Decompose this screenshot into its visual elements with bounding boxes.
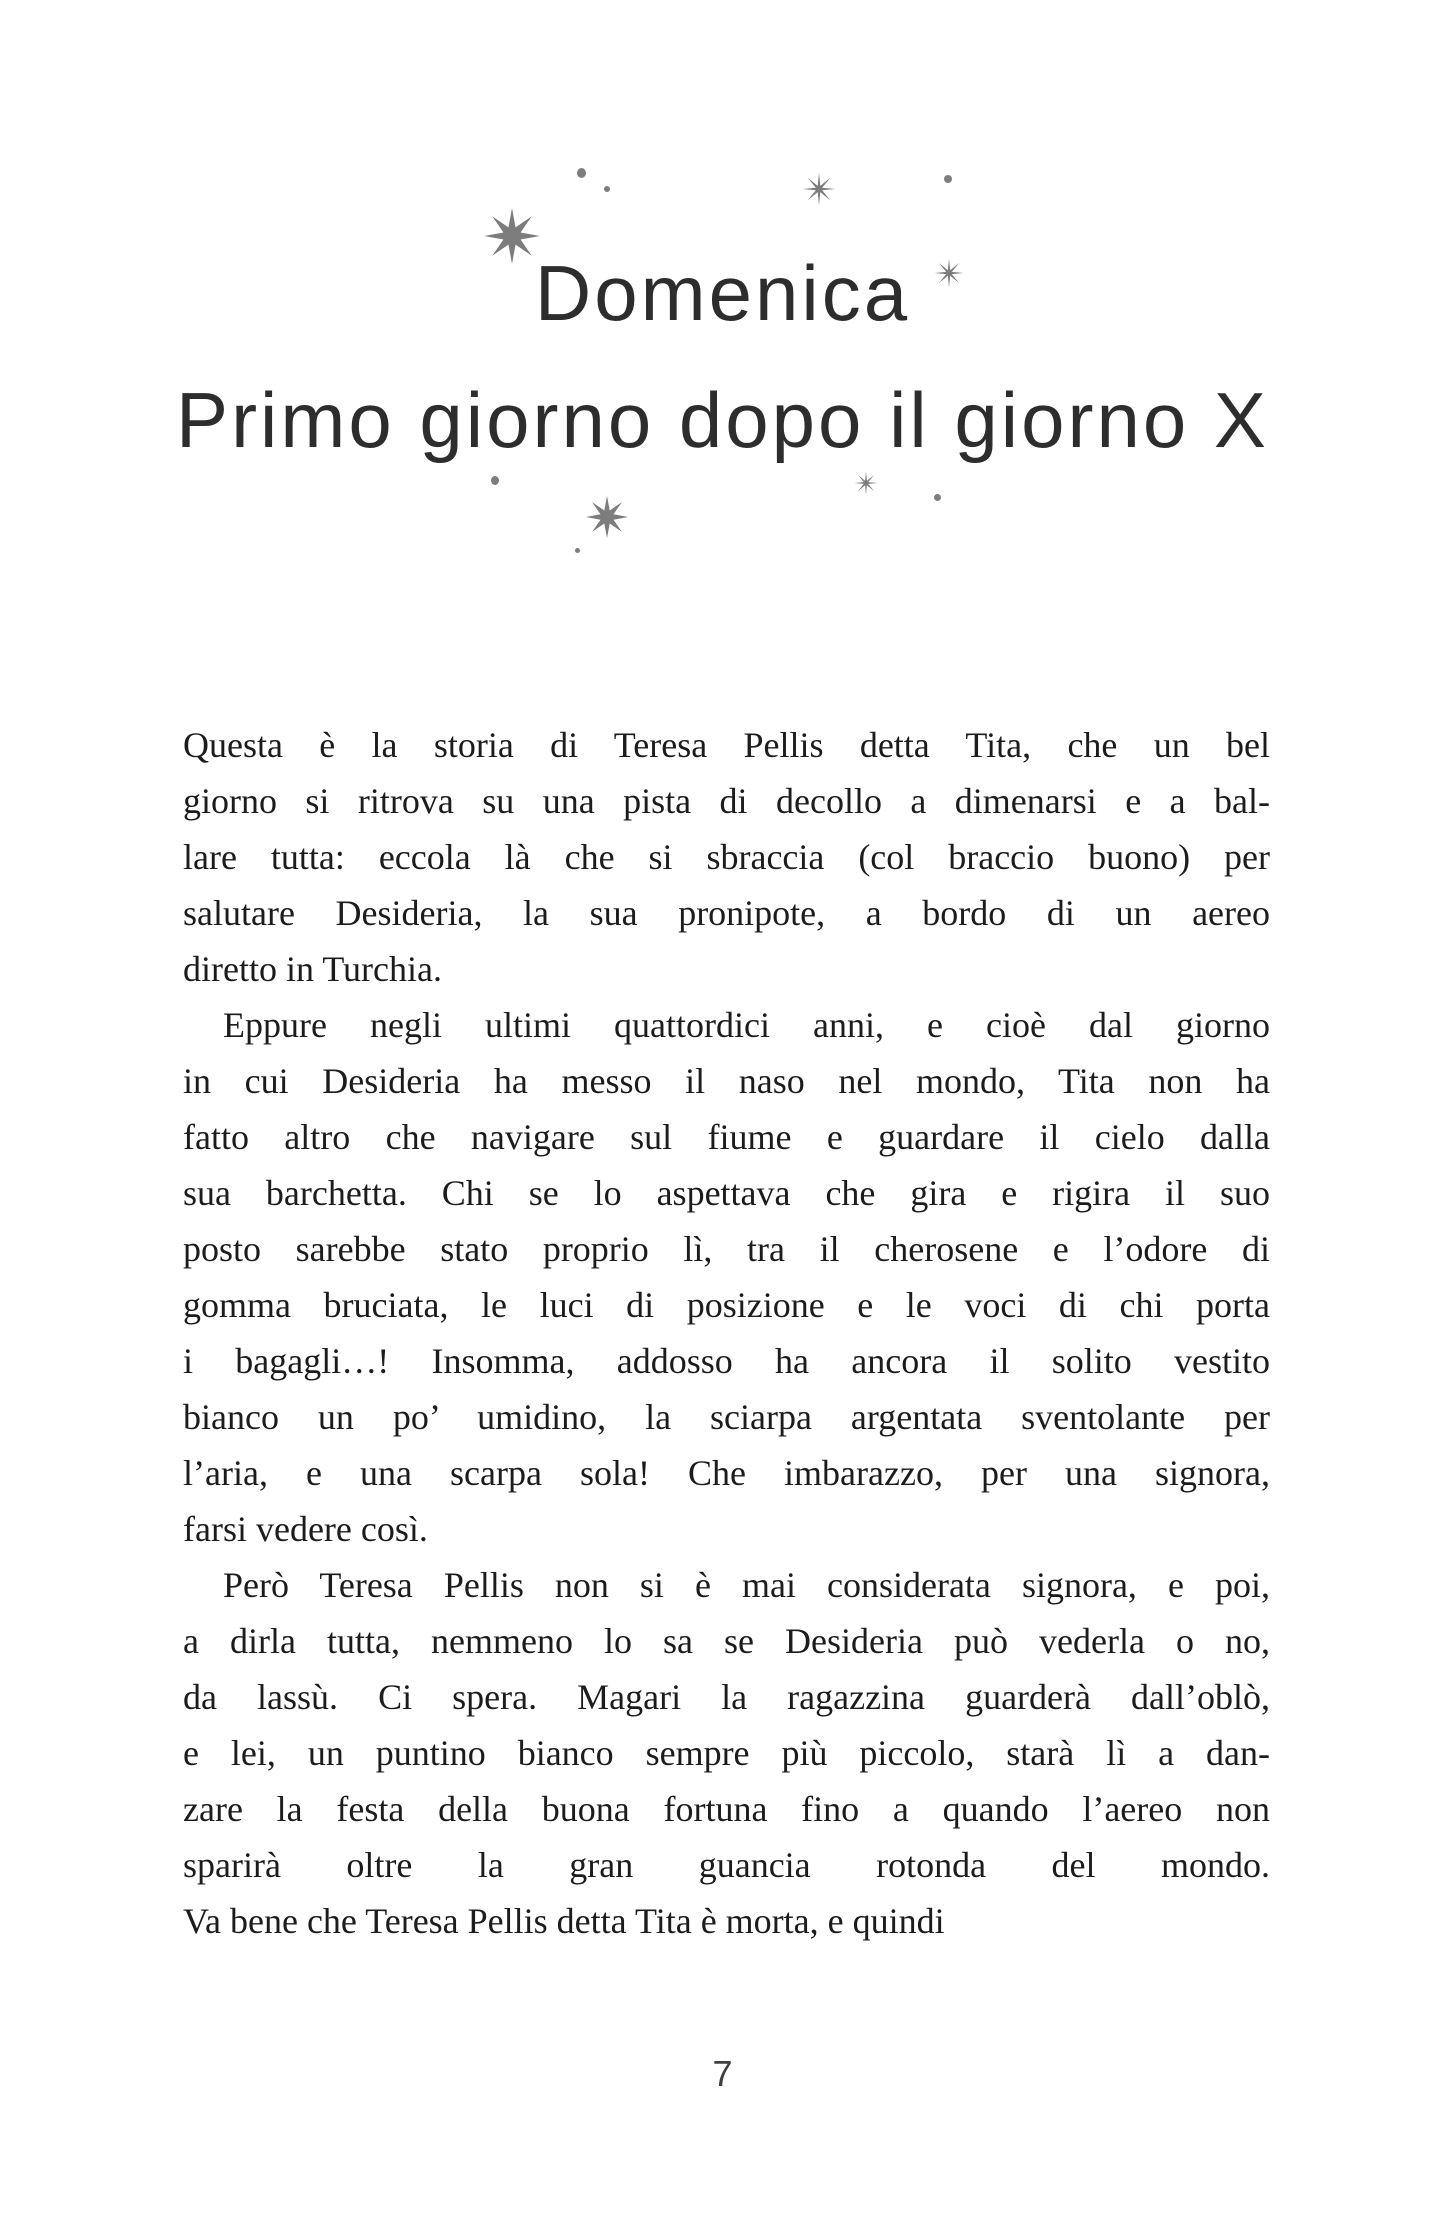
text-line: sparirà oltre la gran guancia rotonda del mondo.: [183, 1845, 1270, 1885]
text-line: Eppure negli ultimi quattordici anni, e cioè dal giorno: [223, 1005, 1270, 1045]
dot-icon: [944, 175, 952, 183]
star-icon: [585, 495, 629, 539]
star-icon: [934, 258, 964, 288]
page-footer: [0, 2053, 1445, 2094]
text-line: a dirla tutta, nemmeno lo sa se Desideria può vederla o no,: [183, 1621, 1270, 1661]
text-line: lare tutta: eccola là che si sbraccia (col braccio buono) per: [183, 837, 1270, 877]
dot-icon: [934, 494, 941, 501]
dot-icon: [604, 186, 610, 192]
text-line: salutare Desideria, la sua pronipote, a bordo di un aereo: [183, 893, 1270, 933]
dot-icon: [577, 168, 586, 178]
text-line: Però Teresa Pellis non si è mai considerata signora, e poi,: [223, 1565, 1270, 1605]
text-line: in cui Desideria ha messo il naso nel mondo, Tita non ha: [183, 1061, 1270, 1101]
chapter-title-line1: Domenica: [534, 249, 911, 337]
text-line: da lassù. Ci spera. Magari la ragazzina guarderà dall’oblò,: [183, 1677, 1270, 1717]
text-line: fatto altro che navigare sul fiume e guardare il cielo dalla: [183, 1117, 1270, 1157]
text-line: gomma bruciata, le luci di posizione e le voci di chi porta: [183, 1285, 1270, 1325]
dot-icon: [491, 476, 499, 485]
text-line: Questa è la storia di Teresa Pellis detta Tita, che un bel: [183, 725, 1270, 765]
text-line: giorno si ritrova su una pista di decollo a dimenarsi e a bal-: [183, 781, 1270, 821]
text-line: sua barchetta. Chi se lo aspettava che gira e rigira il suo: [183, 1173, 1270, 1213]
text-line: zare la festa della buona fortuna fino a quando l’aereo non: [183, 1789, 1270, 1829]
text-line: posto sarebbe stato proprio lì, tra il cherosene e l’odore di: [183, 1229, 1270, 1269]
star-icon: [802, 172, 836, 206]
body-text: [183, 717, 1270, 1949]
text-line: e lei, un puntino bianco sempre più piccolo, starà lì a dan-: [183, 1733, 1270, 1773]
text-line: l’aria, e una scarpa sola! Che imbarazzo, per una signora,: [183, 1453, 1270, 1493]
star-icon: [483, 207, 541, 265]
text-line: diretto in Turchia.: [183, 949, 442, 989]
chapter-title-line2: Primo giorno dopo il giorno X: [176, 376, 1269, 464]
text-line: bianco un po’ umidino, la sciarpa argentata sventolante per: [183, 1397, 1270, 1437]
text-line: farsi vedere così.: [183, 1509, 428, 1549]
star-icon: [854, 471, 878, 495]
text-line: i bagagli…! Insomma, addosso ha ancora il solito vestito: [183, 1341, 1270, 1381]
dot-icon: [575, 548, 580, 553]
page-number: 7: [712, 2053, 733, 2094]
text-line: Va bene che Teresa Pellis detta Tita è morta, e quindi: [183, 1901, 945, 1941]
